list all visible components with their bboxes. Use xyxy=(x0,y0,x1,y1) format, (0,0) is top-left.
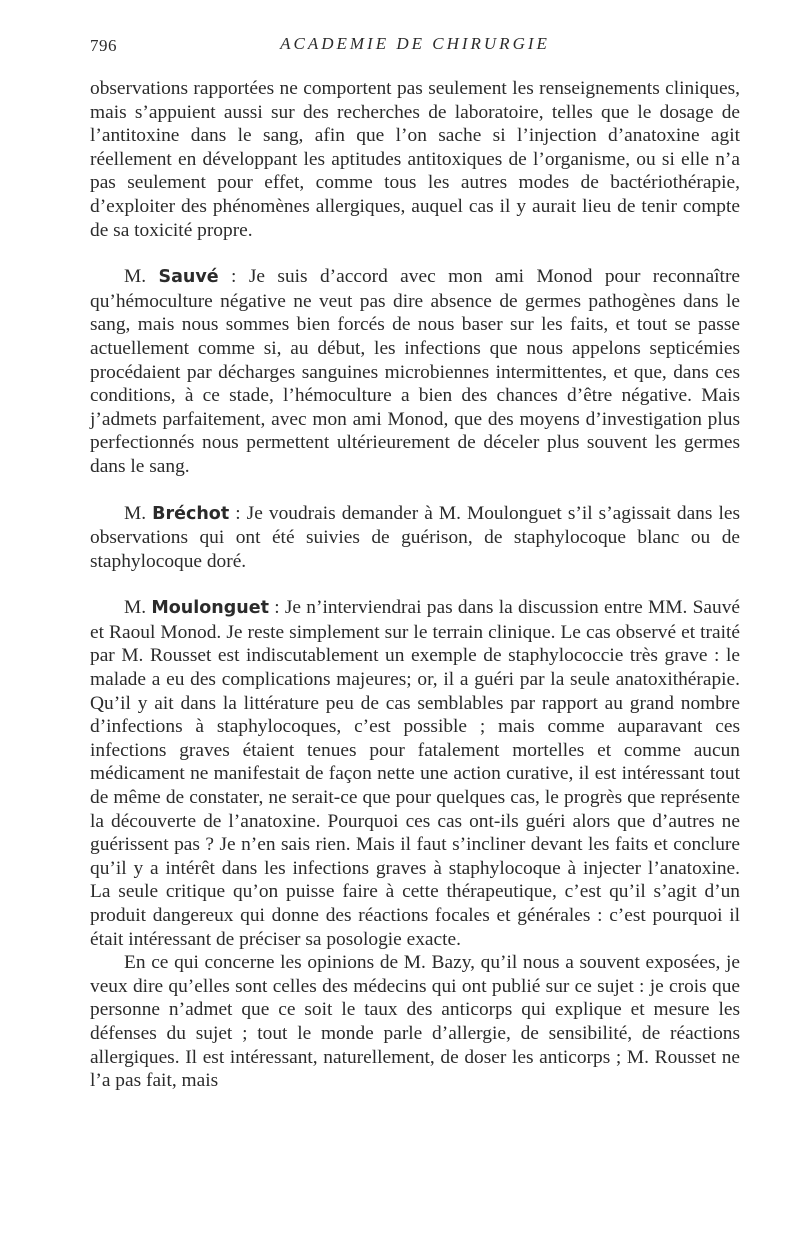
speaker-prefix: M. xyxy=(124,597,152,619)
paragraph-brechot xyxy=(90,502,740,574)
speaker-name: Sauvé xyxy=(158,267,219,288)
speaker-prefix: M. xyxy=(124,266,159,288)
body-text xyxy=(90,77,740,1093)
paragraph-continuation xyxy=(90,77,740,242)
page-header xyxy=(90,32,740,60)
speaker-name: Bréchot xyxy=(152,503,230,524)
document-page xyxy=(90,32,740,1093)
paragraph-text: : Je suis d’accord avec mon ami Monod pour reconnaître qu’hémoculture négative ne veut pas dire absence de germes pathogènes dans le sang, mais nous sommes bien forcés de nous baser sur les faits, et tout se passe actuellement comme si, au début, les infections que nous appelons septicémies procédaient par décharges sanguines microbiennes intermittentes, et que, dans ces conditions, à ce stade, l’hémoculture a bien des chances d’être négative. Mais j’admets parfaitement, avec mon ami Monod, que des moyens d’investigation plus perfectionnés nous permettent ultérieurement de déceler plus souvent les germes dans le sang. xyxy=(90,266,741,477)
paragraph-text: : Je n’interviendrai pas dans la discussion entre MM. Sauvé et Raoul Monod. Je reste simplement sur le terrain clinique. Le cas observé et traité par M. Rousset est indiscutablement un exemple de staphylococcie très grave : le malade a eu des complications majeures; or, il a guéri par la seule anatoxithérapie. Qu’il y ait dans la littérature peu de cas semblables par rapport au grand nombre d’infections à staphylocoques, c’est possible ; mais comme auparavant ces infections graves étaient tenues pour fatalement mortelles et comme aucun médicament ne manifestait de façon nette une action curative, il est intéressant tout de même de constater, ne serait-ce que pour quelques cas, le progrès que représente la découverte de l’anatoxine. Pourquoi ces cas ont-ils guéri alors que d’autres ne guérissent pas ? Je n’en sais rien. Mais il faut s’incliner devant les faits et conclure qu’il y a intérêt dans les infections graves à staphylocoque à injecter l’anatoxine. La seule critique qu’on puisse faire à cette thérapeutique, c’est qu’il s’agit d’un produit dangereux qui donne des réactions focales et générales : c’est pourquoi il était intéressant de préciser sa posologie exacte. xyxy=(90,597,741,950)
paragraph-bazy xyxy=(90,951,740,1093)
paragraph-text: observations rapportées ne comportent pas seulement les renseignements cliniques, mais s’appuient aussi sur des recherches de laboratoire, telles que le dosage de l’antitoxine dans le sang, afin que l’on sache si l’injection d’anatoxine agit réellement en développant les aptitudes antitoxiques de l’organisme, ou si elle n’a pas seulement pour effet, comme tous les autres modes de bactériothérapie, d’exploiter des phénomènes allergiques, auquel cas il y aurait lieu de tenir compte de sa toxicité propre. xyxy=(90,78,740,241)
page-number: 796 xyxy=(90,36,117,55)
speaker-name: Moulonguet xyxy=(151,598,269,619)
paragraph-moulonguet xyxy=(90,596,740,951)
speaker-prefix: M. xyxy=(124,502,153,524)
paragraph-sauve xyxy=(90,265,740,478)
paragraph-text: En ce qui concerne les opinions de M. Bazy, qu’il nous a souvent exposées, je veux dire qu’elles sont celles des médecins qui ont publié sur ce sujet : je crois que personne n’admet que ce soit le taux des anticorps qui explique et mesure les défenses du sujet ; tout le monde parle d’allergie, de sensibilité, de réactions allergiques. Il est intéressant, naturellement, de doser les anticorps ; M. Rousset ne l’a pas fait, mais xyxy=(90,952,740,1092)
running-title: ACADEMIE DE CHIRURGIE xyxy=(280,34,550,53)
paragraph-text: : Je voudrais demander à M. Moulonguet s’il s’agissait dans les observations qui ont été suivies de guérison, de staphylocoque blanc ou de staphylocoque doré. xyxy=(90,502,740,572)
